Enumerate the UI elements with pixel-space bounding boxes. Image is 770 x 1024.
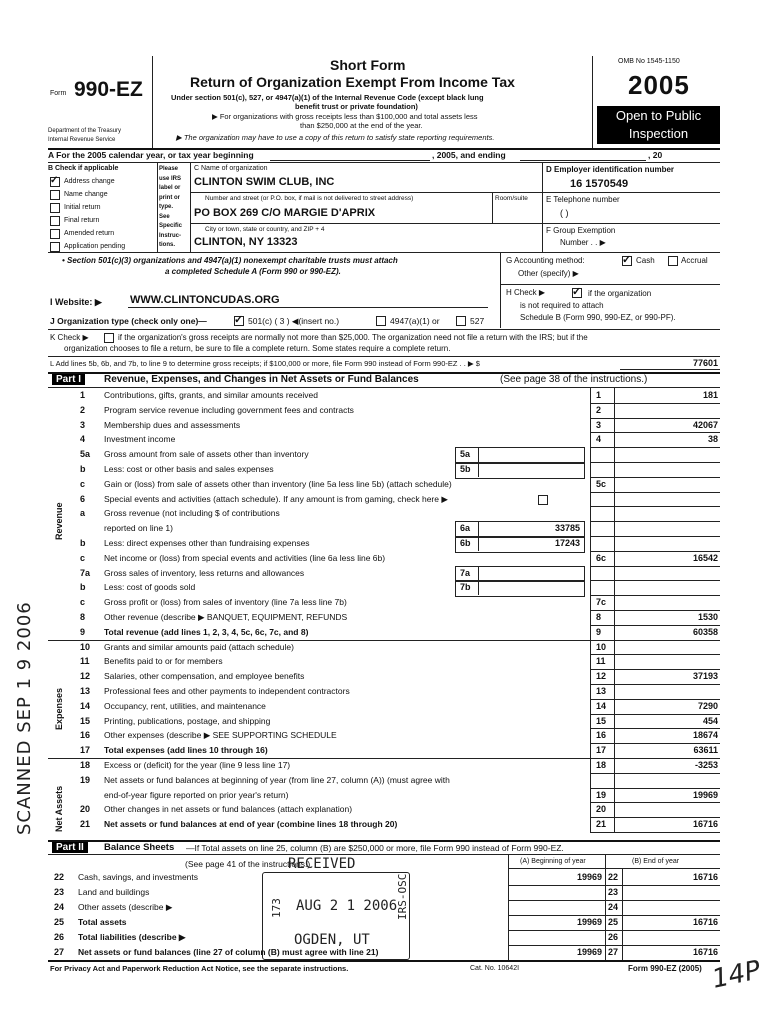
line-box-number: 21 bbox=[596, 819, 607, 830]
line-amount[interactable]: 19969 bbox=[692, 789, 718, 800]
line-number: b bbox=[80, 464, 86, 474]
org-name-label: C Name of organization bbox=[194, 165, 268, 172]
telephone-label: E Telephone number bbox=[546, 195, 620, 204]
org-city[interactable]: CLINTON, NY 13323 bbox=[194, 236, 298, 248]
line-number: 7a bbox=[80, 567, 91, 578]
accounting-method-label: G Accounting method: bbox=[506, 256, 585, 265]
line-number: 14 bbox=[80, 700, 91, 711]
balance-line-number: 25 bbox=[54, 917, 65, 927]
scanned-stamp: SCANNED SEP 1 9 2006 bbox=[14, 601, 35, 835]
line-description: Occupancy, rent, utilities, and maintenance bbox=[104, 700, 266, 711]
open-public-2: Inspection bbox=[628, 126, 689, 141]
line-number: 21 bbox=[80, 819, 91, 830]
amended-return-label: Amended return bbox=[64, 230, 115, 237]
line-a-end: , 20 bbox=[648, 150, 663, 160]
application-pending-checkbox[interactable] bbox=[50, 242, 60, 252]
line-number: 4 bbox=[80, 434, 86, 445]
line-amount[interactable]: 7290 bbox=[697, 700, 718, 711]
line-amount[interactable]: 63611 bbox=[693, 745, 718, 756]
open-public-1: Open to Public bbox=[615, 108, 702, 123]
balance-begin-amount[interactable]: 19969 bbox=[576, 917, 602, 927]
form-number: 990-EZ bbox=[74, 78, 143, 101]
line-box-number: 10 bbox=[596, 641, 607, 652]
please-use-label: Please use IRS label or print or type. See Specific Instruc- tions. bbox=[159, 166, 183, 248]
line-number: a bbox=[80, 508, 86, 519]
amended-return-checkbox[interactable] bbox=[50, 229, 60, 239]
received-stamp: RECEIVED bbox=[288, 856, 356, 872]
line-box-number: 8 bbox=[596, 612, 602, 622]
website-value[interactable]: WWW.CLINTONCUDAS.ORG bbox=[130, 294, 280, 306]
form-word: Form bbox=[50, 90, 67, 97]
balance-line-description: Other assets (describe ▶ bbox=[78, 902, 173, 912]
line-description: Gross revenue (not including $ of contributions bbox=[104, 508, 280, 519]
line-box-number: 15 bbox=[596, 715, 607, 726]
line-k-text: if the organization's gross receipts are normally not more than $25,000. The organization need not file a return with the IRS; but if the bbox=[118, 333, 588, 342]
line-amount[interactable]: 181 bbox=[702, 390, 718, 400]
part-1-title: Revenue, Expenses, and Changes in Net Assets or Fund Balances bbox=[104, 374, 419, 385]
balance-end-amount[interactable]: 16716 bbox=[692, 947, 718, 957]
inner-box bbox=[455, 580, 585, 597]
dept-treasury: Department of the Treasury bbox=[48, 128, 122, 134]
inner-box-label: 5a bbox=[460, 449, 471, 460]
line-a-label: A For the 2005 calendar year, or tax year beginning bbox=[48, 150, 254, 160]
check-h-text-3: Schedule B (Form 990, 990-EZ, or 990-PF). bbox=[520, 313, 676, 322]
balance-line-description: Total assets bbox=[78, 917, 127, 927]
irs-osc-stamp: IRS-OSC bbox=[396, 873, 409, 920]
received-stamp-frame bbox=[262, 872, 410, 960]
part-1-tag: Part I bbox=[52, 374, 85, 385]
line-number: 11 bbox=[80, 656, 90, 667]
line-number: 13 bbox=[80, 686, 91, 696]
line-description: Total revenue (add lines 1, 2, 3, 4, 5c, 6c, 7c, and 8) bbox=[104, 626, 309, 637]
line-box-number: 7c bbox=[596, 597, 607, 608]
balance-line-description: Land and buildings bbox=[78, 887, 150, 897]
other-method-label: Other (specify) ▶ bbox=[518, 269, 579, 278]
line-number: b bbox=[80, 538, 86, 548]
under-section: Under section 501(c), 527, or 4947(a)(1) of the Internal Revenue Code (except black lung bbox=[171, 93, 484, 102]
privacy-notice: For Privacy Act and Paperwork Reduction Act Notice, see the separate instructions. bbox=[50, 964, 349, 973]
line-number: c bbox=[80, 478, 86, 489]
inner-box-amount[interactable]: 17243 bbox=[554, 538, 580, 548]
527-label: 527 bbox=[470, 316, 485, 326]
under-section-2: benefit trust or private foundation) bbox=[295, 102, 418, 111]
balance-line-number: 24 bbox=[54, 902, 65, 912]
line-box-number: 19 bbox=[596, 789, 607, 800]
line-box-number: 11 bbox=[596, 656, 606, 667]
address-change-label: Address change bbox=[64, 178, 115, 185]
line-description: Gross sales of inventory, less returns and allowances bbox=[104, 567, 305, 578]
balance-box-number: 25 bbox=[608, 917, 619, 927]
line-description: Professional fees and other payments to independent contractors bbox=[104, 686, 350, 696]
balance-box-number: 27 bbox=[608, 947, 619, 957]
4947-checkbox[interactable] bbox=[376, 316, 386, 326]
ein-value[interactable]: 16 1570549 bbox=[570, 178, 629, 190]
balance-end-amount[interactable]: 16716 bbox=[692, 917, 718, 927]
org-type-label: J Organization type (check only one)— bbox=[50, 316, 207, 326]
line-box-number: 20 bbox=[596, 804, 607, 815]
section-501c3-note-2: a completed Schedule A (Form 990 or 990-EZ). bbox=[165, 267, 341, 276]
line-k-text-2: organization chooses to file a return, be sure to file a complete return. Some states require a complete return. bbox=[64, 344, 451, 353]
line-description: Excess or (deficit) for the year (line 9 less line 17) bbox=[104, 760, 291, 770]
line-box-number: 12 bbox=[596, 671, 607, 682]
balance-end-amount[interactable]: 16716 bbox=[692, 872, 718, 882]
line-k-label: K Check ▶ bbox=[50, 333, 89, 342]
line-amount[interactable]: 37193 bbox=[692, 671, 718, 682]
4947-label: 4947(a)(1) or bbox=[390, 316, 440, 326]
line-description: Gain or (loss) from sale of assets other than inventory (line 5a less line 5b) (attach schedule) bbox=[104, 478, 452, 489]
balance-box-number: 22 bbox=[608, 872, 619, 882]
line-description: Printing, publications, postage, and shipping bbox=[104, 715, 271, 726]
line-number: 15 bbox=[80, 715, 91, 726]
cash-label: Cash bbox=[636, 256, 655, 265]
527-checkbox[interactable] bbox=[456, 316, 466, 326]
line-description: Less: cost or other basis and sales expenses bbox=[104, 464, 274, 474]
line-box-number: 4 bbox=[596, 434, 602, 445]
line-amount[interactable]: 1530 bbox=[697, 612, 718, 622]
stamp-173: 173 bbox=[270, 898, 283, 918]
initial-return-checkbox[interactable] bbox=[50, 203, 60, 213]
line-description: Benefits paid to or for members bbox=[104, 656, 223, 667]
line-box-number: 1 bbox=[596, 390, 602, 400]
name-change-checkbox[interactable] bbox=[50, 190, 60, 200]
irs-label: Internal Revenue Service bbox=[48, 137, 116, 143]
accrual-checkbox[interactable] bbox=[668, 256, 678, 266]
omb-number: OMB No 1545-1150 bbox=[618, 58, 680, 65]
line-box-number: 13 bbox=[596, 686, 607, 696]
balance-line-number: 22 bbox=[54, 872, 65, 882]
main-title: Return of Organization Exempt From Income Tax bbox=[190, 74, 515, 90]
balance-line-number: 27 bbox=[54, 947, 65, 957]
initial-return-label: Initial return bbox=[64, 204, 101, 211]
handwritten-note: 14P bbox=[709, 955, 764, 995]
part-1-see: (See page 38 of the instructions.) bbox=[500, 374, 648, 385]
line-description: Net income or (loss) from special events and activities (line 6a less line 6b) bbox=[104, 552, 386, 563]
501c-label: 501(c) ( 3 ) ◀(insert no.) bbox=[248, 316, 340, 326]
line-description: Other changes in net assets or fund balances (attach explanation) bbox=[104, 804, 353, 815]
part-2-see: (See page 41 of the instructions.) bbox=[185, 859, 311, 869]
group-exemption-label: F Group Exemption bbox=[546, 226, 616, 235]
inner-box-amount[interactable]: 33785 bbox=[554, 523, 580, 534]
line-box-number: 2 bbox=[596, 404, 602, 415]
form-footer: Form 990-EZ (2005) bbox=[628, 964, 702, 973]
section-b-label: B Check if applicable bbox=[48, 165, 119, 172]
balance-line-number: 23 bbox=[54, 887, 65, 897]
line-number: c bbox=[80, 552, 86, 563]
inner-box-label: 7a bbox=[460, 567, 471, 578]
line-box-number: 16 bbox=[596, 730, 607, 741]
line-description: Membership dues and assessments bbox=[104, 419, 241, 430]
accrual-label: Accrual bbox=[681, 256, 708, 265]
line-description: Investment income bbox=[104, 434, 176, 445]
received-date-stamp: AUG 2 1 2006 bbox=[296, 898, 398, 914]
line-box-number: 3 bbox=[596, 419, 602, 430]
line-amount[interactable]: 454 bbox=[702, 715, 718, 726]
line-number: b bbox=[80, 582, 86, 593]
line-number: 17 bbox=[80, 745, 91, 756]
line-l-text: L Add lines 5b, 6b, and 7b, to line 9 to determine gross receipts; if $100,000 or more, file Form 990 instead of Form 990-EZ . . ▶ $ bbox=[50, 359, 480, 368]
short-form-title: Short Form bbox=[330, 57, 406, 73]
cat-number: Cat. No. 10642I bbox=[470, 965, 520, 972]
balance-line-description: Cash, savings, and investments bbox=[78, 872, 199, 882]
part-2-title-rest: —If Total assets on line 25, column (B) are $250,000 or more, file Form 990 instead of Form 990-EZ. bbox=[186, 843, 564, 853]
col-b-header: (B) End of year bbox=[632, 858, 680, 865]
line-number: 16 bbox=[80, 730, 91, 741]
bullet-gross-receipts-2: than $250,000 at the end of the year. bbox=[300, 121, 423, 130]
line-number: 1 bbox=[80, 390, 86, 400]
balance-begin-amount[interactable]: 19969 bbox=[576, 947, 602, 957]
revenue-side-label: Revenue bbox=[54, 502, 64, 540]
line-amount[interactable]: -3253 bbox=[694, 760, 718, 770]
line-box-number: 6c bbox=[596, 552, 607, 563]
line-box-number: 18 bbox=[596, 760, 607, 770]
line-description: Other revenue (describe ▶ BANQUET, EQUIPMENT, REFUNDS bbox=[104, 612, 348, 622]
line-description: Gross profit or (loss) from sales of inventory (line 7a less line 7b) bbox=[104, 597, 347, 608]
website-label: I Website: ▶ bbox=[50, 297, 102, 307]
line-number: 10 bbox=[80, 641, 91, 652]
org-street[interactable]: PO BOX 269 C/O MARGIE D'APRIX bbox=[194, 207, 376, 219]
line-description: Total expenses (add lines 10 through 16) bbox=[104, 745, 268, 756]
line-number: c bbox=[80, 597, 86, 608]
line-description: Grants and similar amounts paid (attach schedule) bbox=[104, 641, 294, 652]
telephone-value[interactable]: ( ) bbox=[560, 208, 569, 218]
line-number: 6 bbox=[80, 493, 86, 504]
org-name[interactable]: CLINTON SWIM CLUB, INC bbox=[194, 176, 335, 188]
balance-box-number: 24 bbox=[608, 902, 619, 912]
part-2-tag: Part II bbox=[52, 842, 88, 853]
line-description: Less: direct expenses other than fundraising expenses bbox=[104, 538, 310, 548]
line-description: Net assets or fund balances at end of year (combine lines 18 through 20) bbox=[104, 819, 398, 830]
street-label: Number and street (or P.O. box, if mail is not delivered to street address) bbox=[205, 195, 414, 202]
application-pending-label: Application pending bbox=[64, 243, 126, 250]
line-number: 12 bbox=[80, 671, 91, 682]
line-number: 20 bbox=[80, 804, 91, 815]
line-description: Net assets or fund balances at beginning of year (from line 27, column (A)) (must agree with bbox=[104, 774, 450, 785]
city-label: City or town, state or country, and ZIP + 4 bbox=[205, 226, 325, 233]
net-assets-side-label: Net Assets bbox=[54, 785, 64, 832]
balance-line-number: 26 bbox=[54, 932, 65, 942]
line-number: 5a bbox=[80, 449, 91, 460]
balance-box-number: 23 bbox=[608, 887, 619, 897]
line-description: reported on line 1) bbox=[104, 523, 173, 534]
check-h-label: H Check ▶ bbox=[506, 288, 546, 297]
line-description: Special events and activities (attach schedule). If any amount is from gaming, check here ▶ bbox=[104, 493, 448, 504]
balance-line-description: Total liabilities (describe ▶ bbox=[78, 932, 186, 942]
final-return-label: Final return bbox=[64, 217, 100, 224]
balance-begin-amount[interactable]: 19969 bbox=[576, 872, 602, 882]
name-change-label: Name change bbox=[64, 191, 108, 198]
line-amount[interactable]: 38 bbox=[707, 434, 718, 445]
balance-box-number: 26 bbox=[608, 932, 619, 942]
check-h-text-2: is not required to attach bbox=[520, 301, 604, 310]
bullet-gross-receipts: ▶ For organizations with gross receipts less than $100,000 and total assets less bbox=[212, 112, 478, 121]
line-number: 3 bbox=[80, 419, 86, 430]
ogden-stamp: OGDEN, UT bbox=[294, 932, 370, 948]
line-box-number: 5c bbox=[596, 478, 607, 489]
line-box-number: 9 bbox=[596, 626, 602, 637]
line-description: end-of-year figure reported on prior year's return) bbox=[104, 789, 289, 800]
line-description: Less: cost of goods sold bbox=[104, 582, 196, 593]
line-amount[interactable]: 60358 bbox=[692, 626, 718, 637]
inner-box-label: 6a bbox=[460, 523, 471, 534]
col-a-header: (A) Beginning of year bbox=[520, 858, 586, 865]
line-description: Salaries, other compensation, and employee benefits bbox=[104, 671, 305, 682]
line-box-number: 14 bbox=[596, 700, 607, 711]
line-amount[interactable]: 16542 bbox=[692, 552, 718, 563]
line-amount[interactable]: 42067 bbox=[692, 419, 718, 430]
line-number: 9 bbox=[80, 626, 86, 637]
line-amount[interactable]: 18674 bbox=[692, 730, 718, 741]
inner-box-label: 6b bbox=[460, 538, 471, 548]
line-description: Gross amount from sale of assets other than inventory bbox=[104, 449, 309, 460]
line-a-mid: , 2005, and ending bbox=[432, 150, 506, 160]
line-amount[interactable]: 16716 bbox=[692, 819, 718, 830]
line-k-checkbox[interactable] bbox=[104, 333, 114, 343]
check-h-text: if the organization bbox=[588, 289, 652, 298]
balance-line-description: Net assets or fund balances (line 27 of column (B) must agree with line 21) bbox=[78, 947, 379, 957]
line-number: 2 bbox=[80, 404, 86, 415]
line-number: 8 bbox=[80, 612, 86, 622]
line-l-value[interactable]: 77601 bbox=[692, 358, 718, 368]
inner-box-label: 5b bbox=[460, 464, 471, 474]
line-description: Other expenses (describe ▶ SEE SUPPORTING SCHEDULE bbox=[104, 730, 337, 741]
part-2-title: Balance Sheets bbox=[104, 842, 175, 853]
line-number: 19 bbox=[80, 774, 91, 785]
bullet-state-req: ▶ The organization may have to use a copy of this return to satisfy state reporting requirements. bbox=[176, 133, 495, 142]
line-description: Contributions, gifts, grants, and similar amounts received bbox=[104, 390, 319, 400]
room-suite-label: Room/suite bbox=[495, 195, 528, 202]
line-box-number: 17 bbox=[596, 745, 607, 756]
group-exemption-number: Number . . ▶ bbox=[560, 238, 606, 247]
inner-box bbox=[455, 462, 585, 479]
line-number: 18 bbox=[80, 760, 91, 770]
line-description: Program service revenue including government fees and contracts bbox=[104, 404, 354, 415]
final-return-checkbox[interactable] bbox=[50, 216, 60, 226]
tax-year: 2005 bbox=[628, 70, 690, 100]
ein-label: D Employer identification number bbox=[546, 165, 675, 174]
expenses-side-label: Expenses bbox=[54, 687, 64, 730]
section-501c3-note: • Section 501(c)(3) organizations and 4947(a)(1) nonexempt charitable trusts must attach bbox=[62, 256, 398, 265]
inner-box-label: 7b bbox=[460, 582, 471, 593]
gaming-checkbox[interactable] bbox=[538, 495, 548, 505]
